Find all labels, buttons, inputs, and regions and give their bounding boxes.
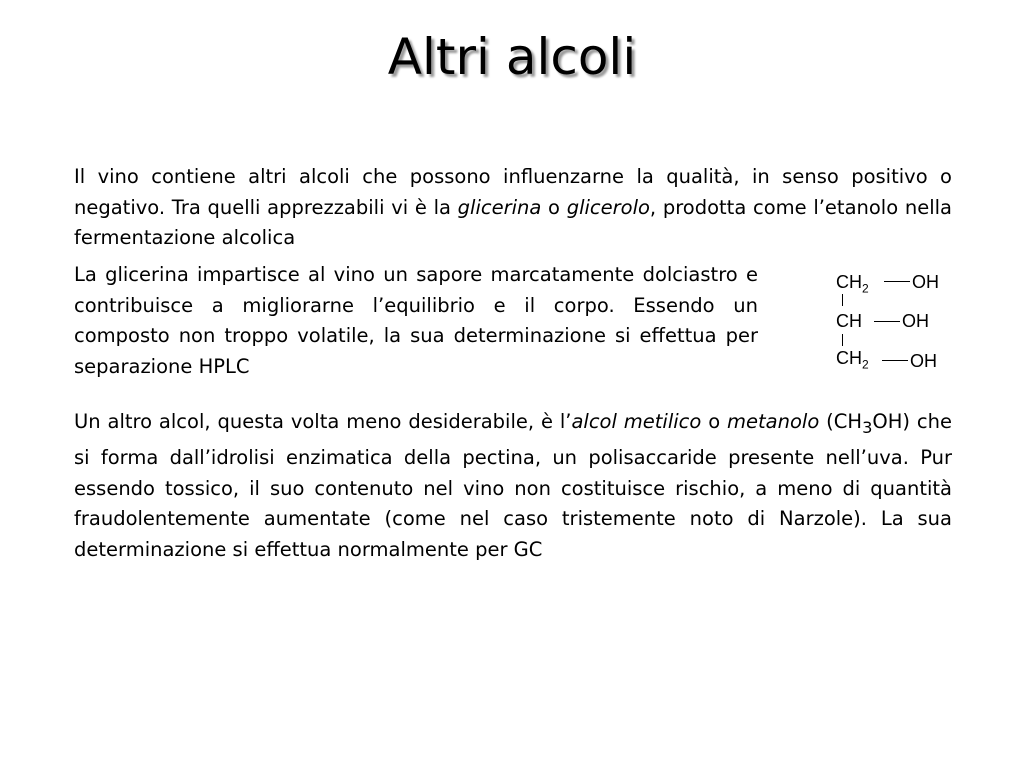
paragraph-metanolo	[74, 407, 952, 565]
paragraph-glicerina: La glicerina impartisce al vino un sapore marcatamente dolciastro e contribuisce a migliorarne l’equilibrio e il corpo. Essendo un composto non troppo volatile, la sua determinazione si effettua per separazione HPLC	[74, 263, 758, 378]
intro-text-1: Il vino contiene altri alcoli che possono influenzarne la qualità, in senso positivo o negativo. Tra quelli apprezzabili vi è la	[74, 165, 952, 219]
formula-row1-oh: OH	[912, 272, 939, 292]
bond-row3	[882, 360, 908, 361]
term-glicerina: glicerina	[457, 195, 542, 219]
term-glicerolo: glicerolo	[566, 195, 650, 219]
bond-row1	[884, 281, 910, 282]
metanolo-text-3: (CH	[819, 410, 863, 433]
slide-title: Altri alcoli	[387, 28, 637, 86]
bond-row2	[874, 321, 900, 322]
term-metanolo: metanolo	[727, 410, 820, 433]
formula-row1-group: $CH_2$	[836, 272, 869, 296]
bond-vertical-2	[842, 334, 843, 346]
paragraph-intro	[74, 162, 952, 254]
intro-text-3: , prodotta come l’etanolo nella fermentazione alcolica	[74, 195, 953, 249]
formula-row3-group: $CH_2$	[836, 348, 869, 372]
formula-row3-oh: OH	[910, 351, 937, 371]
term-alcol-metilico: alcol metilico	[571, 410, 702, 433]
bond-vertical-1	[842, 294, 843, 306]
metanolo-text-4: OH) che si forma dall’idrolisi enzimatica della pectina, un polisaccaride presente nell’uva. Pur essendo tossico, il suo contenuto nel vino non costituisce rischio, a meno di quantità fraudolentemente aumentate (come nel caso tristemente noto di Narzole). La sua determinazione si effettua normalmente per GC	[74, 410, 952, 561]
metanolo-text-1: Un altro alcol, questa volta meno desiderabile, è l’	[74, 410, 572, 433]
formula-row2-oh: OH	[902, 311, 929, 331]
intro-text-2: o	[541, 195, 567, 219]
glycerol-structural-formula	[828, 266, 988, 376]
formula-row2-group: CH	[836, 311, 862, 331]
metanolo-text-2: o	[701, 410, 728, 433]
metanolo-subscript: 3	[862, 417, 873, 437]
